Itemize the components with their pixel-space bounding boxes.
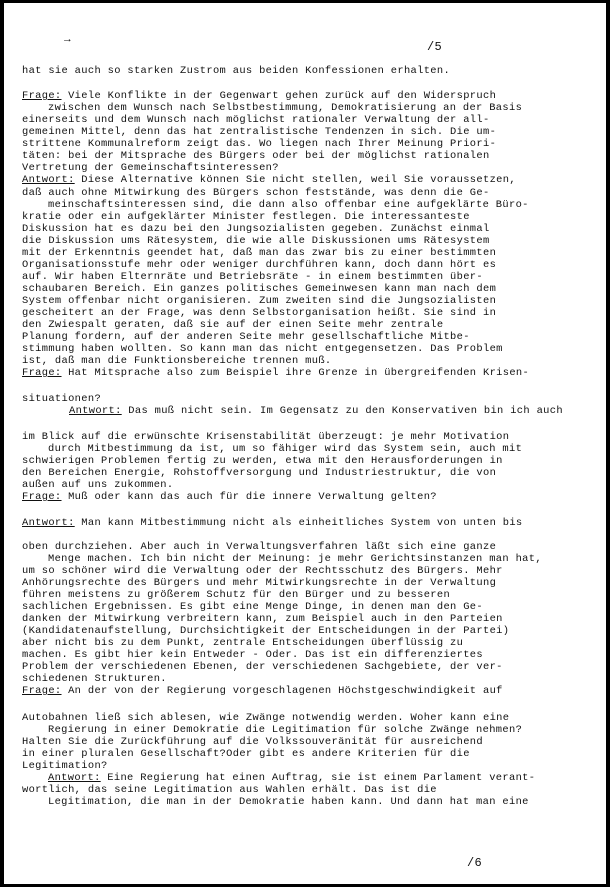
- text-line: [22, 174, 516, 186]
- text-line: [48, 199, 529, 211]
- text-line: [22, 247, 496, 259]
- text-line: [48, 724, 522, 736]
- line-text: Hat Mitsprache also zum Beispiel ihre Grenze in übergreifenden Krisen-: [61, 367, 530, 379]
- line-text: die Diskussion ums Rätesystem, die wie alle Diskussionen ums Rätesystem: [22, 235, 490, 247]
- line-text: Viele Konflikte in der Gegenwart gehen zurück auf den Widerspruch: [61, 90, 497, 102]
- line-text: gescheitert an der Frage, was denn Selbstorganisation heißt. Sie sind in: [22, 307, 497, 319]
- line-text: im Blick auf die erwünschte Krisenstabilität überzeugt: je mehr Motivation: [22, 431, 510, 443]
- text-line: [22, 685, 503, 697]
- line-text: Autobahnen ließ sich ablesen, wie Zwänge notwendig werden. Woher kann eine: [22, 712, 510, 724]
- line-text: den Zwiespalt geraten, daß sie auf der einen Seite mehr zentrale: [22, 319, 444, 331]
- text-line: [22, 661, 503, 673]
- line-text: Menge machen. Ich bin nicht der Meinung: je mehr Gerichtsinstanzen man hat,: [48, 553, 542, 565]
- text-line: [22, 235, 490, 247]
- line-text: kratie oder ein aufgeklärter Minister festlegen. Die interessanteste: [22, 211, 470, 223]
- line-text: hat sie auch so starken Zustrom aus beiden Konfessionen erhalten.: [22, 65, 451, 77]
- text-line: [22, 187, 490, 199]
- text-line: [22, 295, 496, 307]
- speaker-label: Antwort:: [22, 174, 75, 186]
- line-text: gemeinen Mittel, denn das hat zentralistische Tendenzen in sich. Die um-: [22, 126, 497, 138]
- text-line: [22, 162, 279, 174]
- text-line: [22, 577, 496, 589]
- text-line: [22, 355, 332, 367]
- line-text: ist, daß man die Funktionsbereiche trennen muß.: [22, 355, 332, 367]
- line-text: aber nicht bis zu dem Punkt, zentrale Entscheidungen überflüssig zu: [22, 637, 464, 649]
- text-line: [22, 625, 509, 637]
- text-line: [22, 271, 483, 283]
- line-text: Anhörungsrechte des Bürgers und mehr Mitwirkungsrechte in der Verwaltung: [22, 577, 497, 589]
- text-line: [22, 491, 437, 503]
- speaker-label: Frage:: [22, 491, 62, 503]
- text-line: [22, 259, 496, 271]
- text-line: [22, 283, 496, 295]
- text-line: [22, 126, 496, 138]
- line-text: Eine Regierung hat einen Auftrag, sie ist einem Parlament verant-: [100, 772, 536, 784]
- text-line: [22, 211, 470, 223]
- text-line: [22, 455, 503, 467]
- text-line: [22, 589, 450, 601]
- line-text: Organisationsstufe mehr oder weniger durchführen kann, doch dann hört es: [22, 259, 497, 271]
- text-line: [22, 150, 490, 162]
- line-text: schwierigen Problemen fertig zu werden, etwa mit den Herausforderungen in: [22, 455, 503, 467]
- line-text: schiedenen Strukturen.: [22, 673, 167, 685]
- text-line: [22, 319, 443, 331]
- line-text: Das muß nicht sein. Im Gegensatz zu den Konservativen bin ich auch: [121, 405, 563, 417]
- line-text: Diese Alternative können Sie nicht stellen, weil Sie voraussetzen,: [74, 174, 516, 186]
- margin-mark: →: [64, 34, 71, 46]
- line-text: Halten Sie die Zurückführung auf die Volkssouveränität für ausreichend: [22, 736, 483, 748]
- text-line: [48, 443, 522, 455]
- text-line: [22, 65, 450, 77]
- line-text: Problem der verschiedenen Ebenen, der verschiedenen Sachgebiete, der ver-: [22, 661, 503, 673]
- text-line: [48, 102, 522, 114]
- text-line: [22, 760, 108, 772]
- speaker-label: Antwort:: [22, 517, 75, 529]
- text-line: [22, 467, 496, 479]
- text-line: [22, 736, 483, 748]
- line-text: Man kann Mitbestimmung nicht als einheitliches System von unten bis: [74, 517, 523, 529]
- text-line: [22, 712, 509, 724]
- line-text: mit der Erkenntnis geendet hat, daß man das zwar bis zu einer bestimmten: [22, 247, 497, 259]
- text-line: [48, 772, 535, 784]
- line-text: System offenbar nicht organisieren. Zum zweiten sind die Jungsozialisten: [22, 295, 497, 307]
- line-text: Planung fordern, auf der anderen Seite mehr gesellschaftliche Mitbe-: [22, 331, 470, 343]
- text-line: [22, 541, 496, 553]
- line-text: schaubaren Bereich. Ein ganzes politisches Gemeinwesen kann man nach dem: [22, 283, 497, 295]
- line-text: in einer pluralen Gesellschaft?Oder gibt es andere Kriterien für die: [22, 748, 470, 760]
- next-page-number: /6: [467, 856, 483, 870]
- text-line: [22, 343, 503, 355]
- line-text: den Bereichen Energie, Rohstoffversorgung und Industriestruktur, die von: [22, 467, 497, 479]
- line-text: auf. Wir haben Elternräte und Betriebsräte - in einem bestimmten über-: [22, 271, 483, 283]
- text-line: [22, 114, 490, 126]
- line-text: (Kandidatenaufstellung, Durchsichtigkeit der Entscheidungen in der Partei): [22, 625, 510, 637]
- line-text: um so schöner wird die Verwaltung oder der Rechtsschutz des Bürgers. Mehr: [22, 565, 503, 577]
- line-text: machen. Es gibt hier kein Entweder - Oder. Das ist ein differenziertes: [22, 649, 483, 661]
- speaker-label: Frage:: [22, 367, 62, 379]
- line-text: einerseits und dem Wunsch nach möglichst rationaler Verwaltung der all-: [22, 114, 490, 126]
- text-line: [22, 367, 529, 379]
- line-text: wortlich, das seine Legitimation aus Wahlen erhält. Das ist die: [22, 784, 437, 796]
- line-text: außen auf uns zukommen.: [22, 479, 174, 491]
- text-line: [22, 637, 463, 649]
- text-line: [22, 517, 523, 529]
- text-line: [69, 405, 563, 417]
- speaker-label: Frage:: [22, 90, 62, 102]
- line-text: stimmung haben wollten. So kann man das nicht entgegensetzen. Das Problem: [22, 343, 503, 355]
- speaker-label: Antwort:: [69, 405, 122, 417]
- text-line: [48, 553, 542, 565]
- text-line: [22, 565, 503, 577]
- text-line: [22, 784, 437, 796]
- text-line: [22, 748, 470, 760]
- speaker-label: Frage:: [22, 685, 62, 697]
- line-text: An der von der Regierung vorgeschlagenen Höchstgeschwindigkeit auf: [61, 685, 503, 697]
- line-text: durch Mitbestimmung da ist, um so fähiger wird das System sein, auch mit: [48, 443, 523, 455]
- page-number: /5: [427, 40, 443, 54]
- line-text: Legitimation, die man in der Demokratie haben kann. Und dann hat man eine: [48, 796, 529, 808]
- text-line: [22, 307, 496, 319]
- line-text: zwischen dem Wunsch nach Selbstbestimmung, Demokratisierung an der Basis: [48, 102, 523, 114]
- line-text: situationen?: [22, 393, 102, 405]
- text-line: [22, 479, 173, 491]
- line-text: Vertretung der Gemeinschaftsinteressen?: [22, 162, 279, 174]
- line-text: daß auch ohne Mitwirkung des Bürgers schon feststände, was denn die Ge-: [22, 187, 490, 199]
- line-text: oben durchziehen. Aber auch in Verwaltungsverfahren läßt sich eine ganze: [22, 541, 497, 553]
- text-line: [22, 138, 496, 150]
- line-text: strittene Kommunalreform zeigt das. Wo liegen nach Ihrer Meinung Priori-: [22, 138, 497, 150]
- text-line: [22, 649, 483, 661]
- line-text: sachlichen Ergebnissen. Es gibt eine Menge Dinge, in denen man den Ge-: [22, 601, 483, 613]
- line-text: täten: bei der Mitsprache des Bürgers oder bei der möglichst rationalen: [22, 150, 490, 162]
- text-line: [22, 393, 101, 405]
- line-text: führen meistens zu größerem Schutz für den Bürger und zu besseren: [22, 589, 451, 601]
- text-line: [22, 601, 483, 613]
- speaker-label: Antwort:: [48, 772, 101, 784]
- text-line: [22, 331, 470, 343]
- line-text: Regierung in einer Demokratie die Legitimation für solche Zwänge nehmen?: [48, 724, 523, 736]
- line-text: Muß oder kann das auch für die innere Verwaltung gelten?: [61, 491, 437, 503]
- line-text: Legitimation?: [22, 760, 108, 772]
- text-line: [48, 796, 529, 808]
- line-text: meinschaftsinteressen sind, die dann also offenbar eine aufgeklärte Büro-: [48, 199, 529, 211]
- text-line: [22, 90, 496, 102]
- document-page: [4, 3, 606, 884]
- line-text: danken der Mitwirkung verbreitern kann, zum Beispiel auch in den Parteien: [22, 613, 503, 625]
- text-line: [22, 431, 509, 443]
- text-line: [22, 673, 167, 685]
- line-text: Diskussion hat es dazu bei den Jungsozialisten gegeben. Zunächst einmal: [22, 223, 490, 235]
- text-line: [22, 613, 503, 625]
- text-line: [22, 223, 490, 235]
